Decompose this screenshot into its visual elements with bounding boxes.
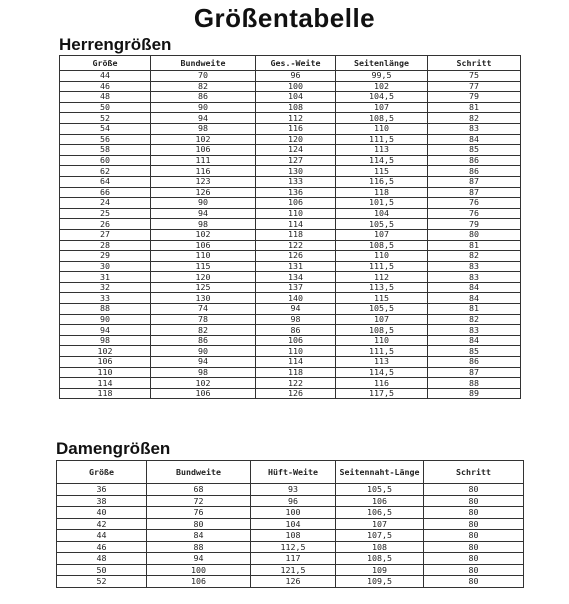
men-cell-waist: 126 [151,187,256,198]
women-col-header-inseam: Schritt [424,461,524,484]
men-cell-waist: 90 [151,198,256,209]
men-cell-col3: 124 [256,145,336,156]
men-table-row [60,261,521,272]
men-cell-waist: 106 [151,388,256,399]
men-cell-col3: 131 [256,261,336,272]
women-table-row [57,495,524,507]
men-cell-size: 66 [60,187,151,198]
men-cell-length: 116 [336,378,428,389]
men-cell-inseam: 85 [428,346,521,357]
men-cell-size: 62 [60,166,151,177]
women-cell-size: 38 [57,495,147,507]
men-cell-inseam: 81 [428,304,521,315]
women-cell-waist: 72 [147,495,251,507]
men-cell-col3: 116 [256,123,336,134]
men-cell-size: 98 [60,335,151,346]
men-table-row [60,155,521,166]
women-cell-length: 108 [336,541,424,553]
men-cell-inseam: 88 [428,378,521,389]
men-cell-col3: 106 [256,335,336,346]
men-cell-length: 111,5 [336,134,428,145]
men-table-row [60,176,521,187]
women-cell-col3: 104 [251,518,336,530]
men-cell-length: 116,5 [336,176,428,187]
men-table-header-row [60,56,521,71]
men-cell-length: 118 [336,187,428,198]
men-cell-inseam: 82 [428,251,521,262]
men-table-row [60,219,521,230]
men-cell-length: 104,5 [336,92,428,103]
men-cell-inseam: 86 [428,357,521,368]
women-cell-col3: 126 [251,576,336,588]
men-cell-waist: 94 [151,208,256,219]
women-cell-waist: 88 [147,541,251,553]
men-table-row [60,282,521,293]
men-cell-size: 48 [60,92,151,103]
men-cell-waist: 70 [151,71,256,82]
men-cell-col3: 136 [256,187,336,198]
women-size-table [56,460,524,588]
men-cell-waist: 123 [151,176,256,187]
women-col-header-size: Größe [57,461,147,484]
women-cell-waist: 100 [147,564,251,576]
men-cell-size: 27 [60,229,151,240]
women-cell-size: 42 [57,518,147,530]
men-cell-waist: 102 [151,134,256,145]
women-cell-col3: 93 [251,484,336,496]
men-cell-length: 104 [336,208,428,219]
men-col-header-inseam: Schritt [428,56,521,71]
women-cell-size: 48 [57,553,147,565]
men-cell-col3: 118 [256,367,336,378]
men-cell-waist: 111 [151,155,256,166]
men-table-row [60,293,521,304]
women-cell-size: 44 [57,530,147,542]
men-table-row [60,81,521,92]
men-cell-col3: 100 [256,81,336,92]
men-cell-length: 113,5 [336,282,428,293]
men-cell-inseam: 76 [428,208,521,219]
women-cell-length: 109 [336,564,424,576]
women-cell-col3: 112,5 [251,541,336,553]
men-cell-waist: 82 [151,325,256,336]
men-cell-size: 31 [60,272,151,283]
men-cell-inseam: 86 [428,155,521,166]
men-cell-inseam: 81 [428,240,521,251]
men-cell-inseam: 87 [428,187,521,198]
men-cell-waist: 106 [151,240,256,251]
men-cell-size: 118 [60,388,151,399]
men-table-row [60,145,521,156]
men-cell-length: 114,5 [336,155,428,166]
men-cell-inseam: 82 [428,314,521,325]
page-title: Größentabelle [193,3,376,33]
men-cell-col3: 94 [256,304,336,315]
men-cell-inseam: 75 [428,71,521,82]
men-cell-size: 88 [60,304,151,315]
women-col-header-hip-width: Hüft-Weite [251,461,336,484]
women-cell-length: 109,5 [336,576,424,588]
men-cell-inseam: 82 [428,113,521,124]
women-col-header-waist: Bundweite [147,461,251,484]
men-cell-length: 108,5 [336,325,428,336]
women-cell-length: 108,5 [336,553,424,565]
women-col-header-side-seam-length: Seitennaht-Länge [336,461,424,484]
women-cell-length: 105,5 [336,484,424,496]
men-table-row [60,388,521,399]
women-cell-size: 40 [57,507,147,519]
men-cell-length: 110 [336,335,428,346]
men-cell-col3: 134 [256,272,336,283]
women-cell-col3: 121,5 [251,564,336,576]
men-cell-inseam: 84 [428,134,521,145]
men-table-row [60,378,521,389]
women-table-row [57,484,524,496]
men-cell-col3: 114 [256,357,336,368]
men-table-row [60,123,521,134]
men-cell-inseam: 83 [428,261,521,272]
men-cell-col3: 127 [256,155,336,166]
women-cell-inseam: 80 [424,530,524,542]
men-cell-waist: 82 [151,81,256,92]
men-cell-size: 29 [60,251,151,262]
men-cell-length: 107 [336,102,428,113]
women-cell-waist: 80 [147,518,251,530]
men-table-row [60,314,521,325]
men-cell-length: 111,5 [336,261,428,272]
men-cell-length: 113 [336,357,428,368]
women-cell-length: 106 [336,495,424,507]
men-cell-col3: 104 [256,92,336,103]
men-table-row [60,198,521,209]
men-cell-col3: 120 [256,134,336,145]
women-cell-inseam: 80 [424,495,524,507]
men-cell-size: 60 [60,155,151,166]
men-cell-waist: 106 [151,145,256,156]
men-cell-waist: 94 [151,113,256,124]
men-col-header-side-length: Seitenlänge [336,56,428,71]
women-cell-waist: 106 [147,576,251,588]
women-cell-waist: 94 [147,553,251,565]
men-cell-inseam: 80 [428,229,521,240]
men-cell-length: 110 [336,123,428,134]
women-cell-length: 107,5 [336,530,424,542]
men-cell-col3: 110 [256,346,336,357]
men-table-row [60,304,521,315]
men-cell-length: 102 [336,81,428,92]
men-cell-size: 64 [60,176,151,187]
men-cell-length: 113 [336,145,428,156]
men-cell-waist: 110 [151,251,256,262]
men-cell-col3: 122 [256,378,336,389]
men-table-row [60,240,521,251]
men-cell-size: 26 [60,219,151,230]
men-cell-waist: 74 [151,304,256,315]
women-table-row [57,553,524,565]
women-cell-inseam: 80 [424,576,524,588]
men-cell-inseam: 84 [428,335,521,346]
men-cell-col3: 112 [256,113,336,124]
men-table-row [60,357,521,368]
men-cell-inseam: 85 [428,145,521,156]
men-cell-size: 58 [60,145,151,156]
men-cell-inseam: 86 [428,166,521,177]
men-cell-col3: 98 [256,314,336,325]
men-cell-waist: 102 [151,378,256,389]
women-table-row [57,518,524,530]
men-cell-size: 102 [60,346,151,357]
men-table-row [60,134,521,145]
men-cell-inseam: 89 [428,388,521,399]
women-cell-inseam: 80 [424,553,524,565]
men-cell-size: 94 [60,325,151,336]
men-cell-length: 105,5 [336,219,428,230]
men-cell-waist: 130 [151,293,256,304]
men-cell-size: 90 [60,314,151,325]
men-cell-waist: 120 [151,272,256,283]
men-cell-waist: 90 [151,346,256,357]
men-cell-col3: 126 [256,388,336,399]
men-cell-length: 105,5 [336,304,428,315]
men-cell-length: 115 [336,166,428,177]
men-table-row [60,102,521,113]
men-cell-size: 52 [60,113,151,124]
men-cell-size: 110 [60,367,151,378]
men-cell-size: 24 [60,198,151,209]
men-cell-length: 114,5 [336,367,428,378]
men-cell-waist: 94 [151,357,256,368]
women-table-header-row [57,461,524,484]
men-table-row [60,166,521,177]
women-cell-inseam: 80 [424,518,524,530]
men-cell-col3: 110 [256,208,336,219]
men-cell-size: 46 [60,81,151,92]
men-cell-col3: 86 [256,325,336,336]
men-cell-col3: 114 [256,219,336,230]
men-table-row [60,208,521,219]
men-cell-inseam: 84 [428,293,521,304]
men-table-row [60,71,521,82]
men-cell-length: 110 [336,251,428,262]
men-cell-length: 108,5 [336,240,428,251]
men-table-row [60,367,521,378]
men-table-row [60,325,521,336]
women-table-row [57,541,524,553]
men-cell-waist: 98 [151,123,256,134]
women-cell-waist: 76 [147,507,251,519]
men-col-header-waist: Bundweite [151,56,256,71]
men-cell-size: 30 [60,261,151,272]
men-cell-inseam: 83 [428,123,521,134]
men-cell-inseam: 83 [428,272,521,283]
women-table-row [57,530,524,542]
men-table-row [60,335,521,346]
women-cell-size: 52 [57,576,147,588]
men-col-header-total-width: Ges.-Weite [256,56,336,71]
men-cell-size: 56 [60,134,151,145]
men-cell-length: 107 [336,229,428,240]
men-cell-length: 107 [336,314,428,325]
women-cell-waist: 68 [147,484,251,496]
women-cell-inseam: 80 [424,564,524,576]
men-cell-waist: 86 [151,92,256,103]
men-cell-col3: 140 [256,293,336,304]
women-cell-col3: 100 [251,507,336,519]
men-cell-inseam: 76 [428,198,521,209]
women-table-row [57,576,524,588]
men-cell-size: 106 [60,357,151,368]
women-cell-size: 46 [57,541,147,553]
men-table-row [60,113,521,124]
men-cell-waist: 90 [151,102,256,113]
men-sizes-heading: Herrengrößen [59,35,172,54]
men-cell-col3: 118 [256,229,336,240]
men-cell-col3: 106 [256,198,336,209]
men-cell-inseam: 81 [428,102,521,113]
men-cell-length: 115 [336,293,428,304]
men-cell-waist: 78 [151,314,256,325]
men-cell-waist: 125 [151,282,256,293]
men-cell-inseam: 84 [428,282,521,293]
women-cell-col3: 117 [251,553,336,565]
men-cell-length: 108,5 [336,113,428,124]
men-cell-size: 28 [60,240,151,251]
men-table-row [60,229,521,240]
men-cell-col3: 137 [256,282,336,293]
men-cell-size: 44 [60,71,151,82]
men-cell-inseam: 77 [428,81,521,92]
men-cell-length: 112 [336,272,428,283]
men-col-header-size: Größe [60,56,151,71]
women-cell-col3: 108 [251,530,336,542]
men-cell-size: 32 [60,282,151,293]
women-cell-waist: 84 [147,530,251,542]
men-cell-col3: 130 [256,166,336,177]
men-cell-waist: 115 [151,261,256,272]
men-cell-inseam: 87 [428,176,521,187]
men-cell-waist: 98 [151,367,256,378]
men-cell-waist: 102 [151,229,256,240]
women-cell-col3: 96 [251,495,336,507]
women-cell-size: 36 [57,484,147,496]
men-cell-length: 117,5 [336,388,428,399]
men-cell-inseam: 83 [428,325,521,336]
women-cell-inseam: 80 [424,484,524,496]
men-cell-col3: 122 [256,240,336,251]
men-table-row [60,346,521,357]
men-cell-inseam: 79 [428,92,521,103]
women-table-row [57,564,524,576]
men-cell-length: 101,5 [336,198,428,209]
men-table-row [60,187,521,198]
men-cell-col3: 133 [256,176,336,187]
men-cell-waist: 116 [151,166,256,177]
men-cell-inseam: 87 [428,367,521,378]
women-sizes-heading: Damengrößen [56,439,171,458]
men-cell-inseam: 79 [428,219,521,230]
women-cell-length: 106,5 [336,507,424,519]
men-cell-size: 33 [60,293,151,304]
men-table-row [60,92,521,103]
women-table-row [57,507,524,519]
men-cell-waist: 86 [151,335,256,346]
men-cell-size: 50 [60,102,151,113]
men-table-row [60,251,521,262]
men-cell-size: 114 [60,378,151,389]
men-cell-length: 99,5 [336,71,428,82]
men-cell-col3: 96 [256,71,336,82]
men-size-table [59,55,521,399]
men-cell-size: 25 [60,208,151,219]
men-table-row [60,272,521,283]
men-cell-size: 54 [60,123,151,134]
men-cell-waist: 98 [151,219,256,230]
women-cell-inseam: 80 [424,507,524,519]
women-cell-inseam: 80 [424,541,524,553]
men-cell-col3: 108 [256,102,336,113]
men-cell-length: 111,5 [336,346,428,357]
women-cell-size: 50 [57,564,147,576]
men-cell-col3: 126 [256,251,336,262]
women-cell-length: 107 [336,518,424,530]
